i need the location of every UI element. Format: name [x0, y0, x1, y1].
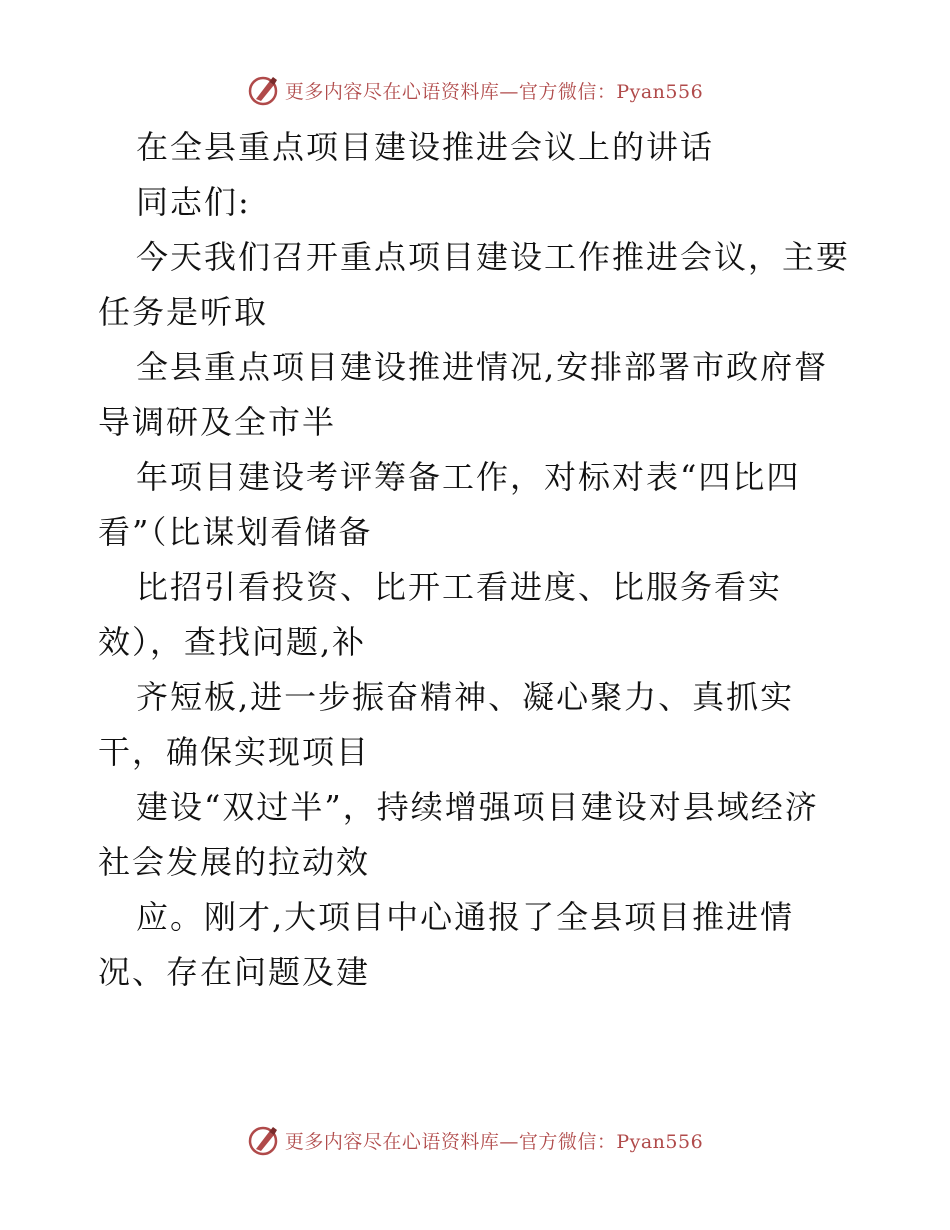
document-body: [98, 120, 858, 1000]
doc-line: 任务是听取: [98, 293, 269, 331]
doc-line: 年项目建设考评筹备工作，对标对表“四比四: [136, 458, 801, 496]
doc-line: 应。刚才,大项目中心通报了全县项目推进情: [136, 898, 795, 936]
watermark-text: 更多内容尽在心语资料库—官方微信：Pyan556: [284, 80, 704, 103]
doc-line: 干，确保实现项目: [98, 733, 371, 771]
doc-line: 看”（比谋划看储备: [98, 513, 373, 551]
doc-line: 今天我们召开重点项目建设工作推进会议，主要: [136, 238, 851, 276]
pen-logo-icon: [247, 1123, 281, 1157]
doc-line: 全县重点项目建设推进情况,安排部署市政府督: [136, 348, 829, 386]
watermark-text: 更多内容尽在心语资料库—官方微信：Pyan556: [284, 1130, 704, 1153]
header-watermark: [0, 72, 950, 108]
doc-salutation: 同志们:: [136, 183, 251, 221]
doc-line: 社会发展的拉动效: [98, 843, 371, 881]
doc-line: 导调研及全市半: [98, 403, 337, 441]
pen-logo-icon: [247, 73, 281, 107]
doc-title: 在全县重点项目建设推进会议上的讲话: [136, 128, 715, 166]
doc-line: 况、存在问题及建: [98, 953, 371, 991]
doc-line: 建设“双过半”，持续增强项目建设对县域经济: [136, 788, 819, 826]
doc-line: 效），查找问题,补: [98, 623, 367, 661]
footer-watermark: [0, 1122, 950, 1158]
doc-line: 齐短板,进一步振奋精神、凝心聚力、真抓实: [136, 678, 795, 716]
doc-line: 比招引看投资、比开工看进度、比服务看实: [136, 568, 783, 606]
